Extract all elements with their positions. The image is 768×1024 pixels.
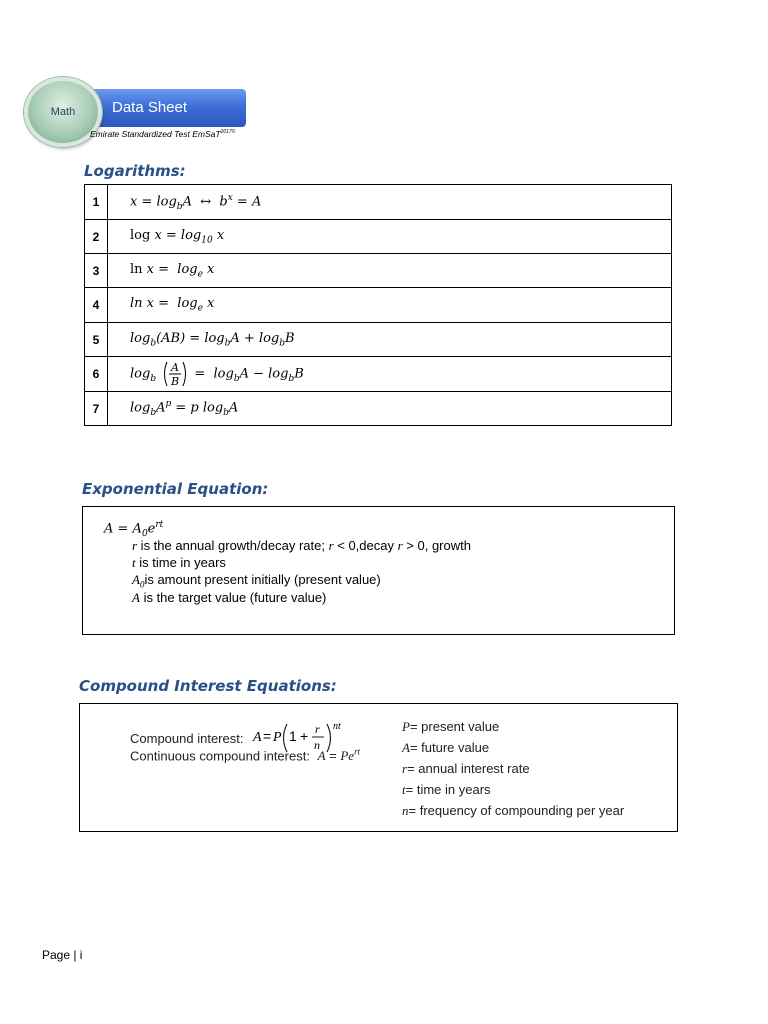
badge-label: Math (50, 106, 76, 118)
svg-text:1: 1 (289, 728, 297, 744)
page-title: Data Sheet (112, 99, 188, 116)
row-number: 2 (85, 220, 108, 254)
exp-line-r: r is the annual growth/decay rate; r < 0,decay r > 0, growth (132, 538, 471, 553)
table-row (85, 185, 672, 220)
definition-item: P= present value (402, 719, 500, 734)
table-row (85, 357, 672, 392)
exp-line-t: t is time in years (132, 555, 226, 570)
table-row (85, 220, 672, 254)
exponential-heading: Exponential Equation: (82, 480, 269, 498)
table-row (85, 323, 672, 357)
formula-2: $\log x = \log_{10} x$ (108, 220, 672, 254)
svg-text:=: = (263, 728, 272, 744)
page-number: Page | i (42, 948, 83, 962)
formula-3: $\ln x = \log_e x$ (108, 254, 672, 288)
svg-text:+: + (300, 728, 309, 744)
definition-item: r= annual interest rate (402, 761, 530, 776)
table-row (85, 254, 672, 288)
row-number: 1 (85, 185, 108, 220)
table-row (85, 392, 672, 426)
definition-item: t= time in years (402, 782, 491, 797)
exp-line-a: A is the target value (future value) (132, 590, 327, 605)
logarithms-heading: Logarithms: (84, 162, 186, 180)
definition-item: A= future value (402, 740, 490, 755)
table-row (85, 288, 672, 323)
continuous-formula: Continuous compound interest: $A = Pe^{rt}$ (130, 747, 361, 764)
svg-text:A: A (171, 361, 180, 374)
page-subtitle: Emirate Standardized Test EmSaT$^{2017©}$ (90, 129, 236, 139)
svg-text:r: r (315, 722, 320, 736)
row-number: 5 (85, 323, 108, 357)
compound-formula: Compound interest: A = P 1 + r n nt (130, 719, 349, 760)
formula-4: $\ln x = \log_e x$ (108, 288, 672, 323)
row-number: 3 (85, 254, 108, 288)
definition-item: n= frequency of compounding per year (402, 803, 625, 818)
formula-7: $\log_bA^p = p$ $\log_bA$ (108, 392, 672, 426)
exponential-formula: $A = A_0e^{rt}$ (104, 520, 164, 539)
svg-text:n: n (314, 738, 321, 752)
formula-5: $\log_b(AB) = \log_bA + \log_bB$ (108, 323, 672, 357)
row-number: 7 (85, 392, 108, 426)
logarithms-table (84, 184, 672, 426)
row-number: 6 (85, 357, 108, 392)
fraction-a-over-b (160, 359, 190, 389)
row-number: 4 (85, 288, 108, 323)
svg-text:P: P (273, 730, 282, 745)
exp-line-a0: $A_0is$ amount present initially (present value) (132, 572, 381, 590)
formula-6: $\log_b$ A B = $\log_bA - \log_bB$ (108, 357, 672, 392)
compound-heading: Compound Interest Equations: (79, 677, 337, 695)
svg-text:A: A (253, 730, 262, 745)
svg-text:nt: nt (333, 721, 341, 732)
formula-1: $x = \log_bA$ ↔ $b^x = A$ (108, 185, 672, 220)
svg-text:B: B (171, 375, 180, 388)
